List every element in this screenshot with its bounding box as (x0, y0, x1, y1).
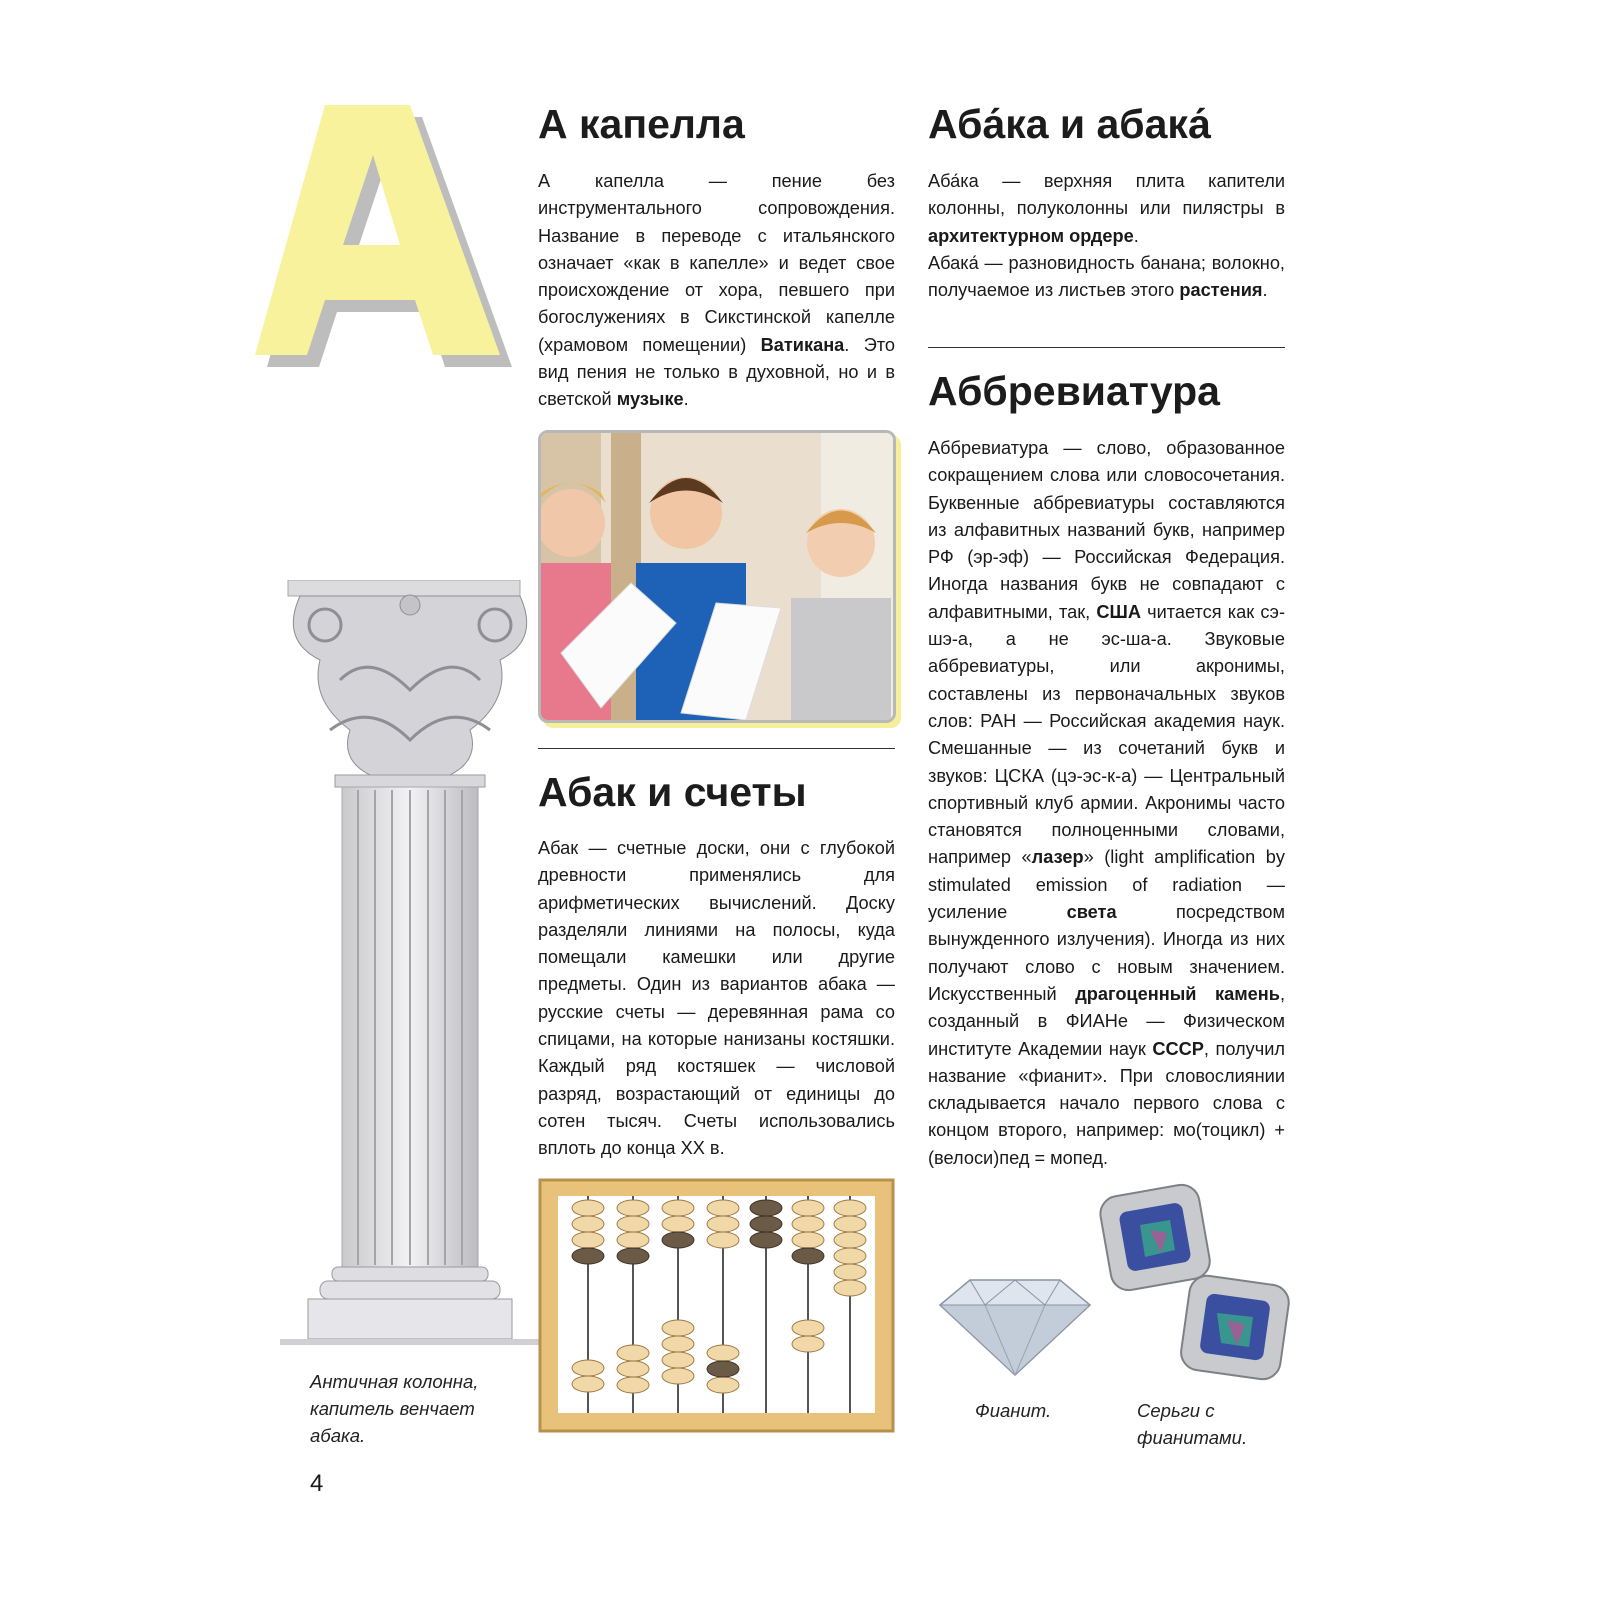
heading-abak: Абак и счеты (538, 769, 807, 815)
abacus-illustration (538, 1178, 895, 1433)
children-singing-photo (538, 430, 896, 723)
a-kapella-text: А капелла — пение без инструментального сопровождения. Название в переводе с итальянского означает «как в капелле» и ведет свое происхождение от хора, певшего при богослужениях в Сикстинской капелле (храмовом помещении) Ватикана. Это вид пения не только в духовной, но и в светской музыке. (538, 171, 896, 410)
svg-text:A: A (255, 100, 256, 101)
column-illustration (280, 580, 540, 1370)
big-letter-a (255, 100, 525, 390)
caption-column: Античная колонна, капитель венчает абака. (310, 1371, 479, 1446)
heading-a-kapella: А капелла (538, 101, 745, 147)
term-architectural-order: архитектурном ордере (928, 225, 1134, 246)
caption-fianit: Фианит. (975, 1400, 1052, 1421)
abaka-text: Аба́ка — верхняя плита капители колонны, полуколонны или пилястры в архитектурном ордере. Абака́ — разновидность банана; волокно, получаемое из листьев этого растения. (928, 171, 1285, 301)
divider-col3 (928, 347, 1285, 348)
caption-earrings: Серьги с фианитами. (1137, 1400, 1248, 1448)
abbreviation-text: Аббревиатура — слово, образованное сокращением слова или словосочетания. Буквенные аббревиатуры составляются из алфавитных названий букв, например РФ (эр-эф) — Российская Федерация. Иногда названия букв не совпадают с алфавитными, так, США читается как сэ-шэ-а, а не эс-ша-а. Звуковые аббревиатуры, или акронимы, составлены из первоначальных звуков слов: РАН — Российская академия наук. Смешанные — из сочетаний букв и звуков: ЦСКА (цэ-эс-к-а) — Центральный спортивный клуб армии. Акронимы часто становятся полноценными словами, например «лазер» (light amplification by stimulated emission of radiation — усиление света посредством вынужденного излучения). Иногда из них получают слово с новым значением. Искусственный драгоценный камень, созданный в ФИАНе — Физическом институте Академии наук СССР, получил название «фианит». При словослиянии складывается начало первого слова с концом второго, например: мо(тоцикл) + (велоси)пед = мопед. (928, 438, 1286, 1168)
page-number: 4 (310, 1470, 324, 1497)
abak-text: Абак — счетные доски, они с глубокой древности применялись для арифметических вычислений. Доску разделяли линиями на полосы, куда помещали камешки или другие предметы. Один из вариантов абака — русские счеты — деревянная рама со спицами, на которые нанизаны костяшки. Каждый ряд костяшек — числовой разряд, возрастающий от единицы до сотен тысяч. Счеты использовались вплоть до конца XX в. (538, 838, 895, 1159)
term-music: музыке (616, 389, 684, 410)
term-usa: США (1096, 601, 1141, 622)
term-light: света (1066, 902, 1117, 923)
term-gemstone: драгоценный камень (1075, 983, 1280, 1004)
earrings-illustration (1085, 1165, 1290, 1390)
term-ussr: СССР (1152, 1038, 1204, 1059)
term-vatican: Ватикана (760, 334, 845, 355)
fianit-gem-illustration (930, 1275, 1100, 1380)
term-laser: лазер (1031, 847, 1084, 868)
heading-abbreviation: Аббревиатура (928, 368, 1220, 414)
term-plant: растения (1179, 280, 1263, 301)
divider-col2 (538, 748, 895, 749)
heading-abaka: Аба́ка и абака́ (928, 101, 1211, 147)
